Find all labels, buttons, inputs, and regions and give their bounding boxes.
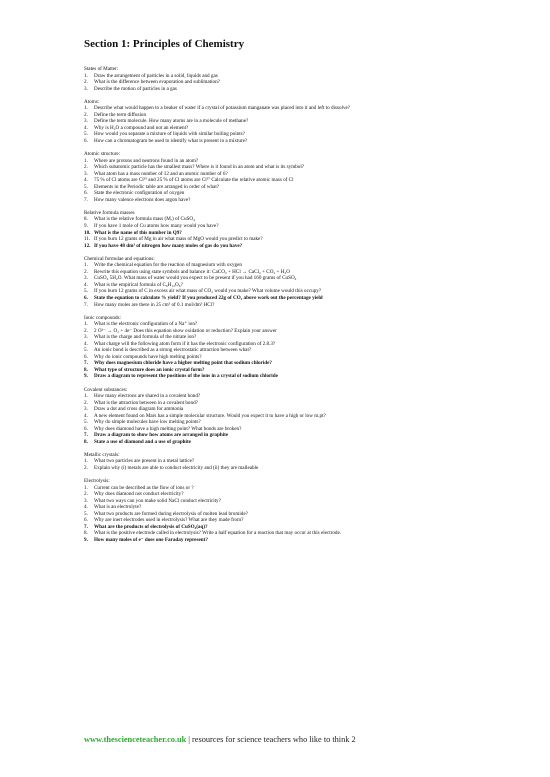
question-text: What is an electrolyte? xyxy=(94,504,142,511)
question-text: What is the attraction between in a covalent bond? xyxy=(94,399,198,406)
question-text: Draw a dot and cross diagram for ammonia xyxy=(94,406,184,413)
question-section xyxy=(84,151,484,203)
question-number: 1. xyxy=(84,157,88,164)
question-text: Explain why (i) metals are able to conduct electricity and (ii) they are malleable xyxy=(94,465,259,472)
question-number: 1. xyxy=(84,262,88,269)
question-number: 6. xyxy=(84,425,88,432)
question-text: What are the products of electrolysis of CuSO₄(aq)? xyxy=(94,523,208,530)
section-heading: States of Matter: xyxy=(84,66,119,72)
question-number: 8. xyxy=(84,216,88,223)
question-text: State the electronic configuration of oxygen xyxy=(94,190,185,197)
page-footer xyxy=(84,735,504,744)
question-number: 5. xyxy=(84,183,88,190)
question-item xyxy=(84,302,484,309)
question-text: How many electrons are shared in a covalent bond? xyxy=(94,393,201,400)
question-number: 2. xyxy=(84,327,88,334)
question-text: What two ways can you make solid NaCl conduct electricity? xyxy=(94,497,221,504)
question-number: 4. xyxy=(84,281,88,288)
footer-tagline: resources for science teachers who like to think xyxy=(192,735,350,744)
question-number: 8. xyxy=(84,530,88,537)
footer-website-link[interactable]: www.thescienceteacher.co.uk xyxy=(84,735,187,744)
question-number: 7. xyxy=(84,360,88,367)
question-section xyxy=(84,256,484,308)
question-text: How many valence electrons does argon have? xyxy=(94,196,191,203)
question-text: Define the term molecule. How many atoms are in a molecule of methane? xyxy=(94,118,249,125)
section-heading: Ionic compounds: xyxy=(84,314,121,321)
question-number: 9. xyxy=(84,373,88,380)
section-heading: Atomic structure: xyxy=(84,151,121,158)
question-text: If you have 1 mole of Cu atoms how many would you have? xyxy=(94,222,219,229)
question-text: Why does magnesium chloride have a higher melting point that sodium chloride? xyxy=(94,360,272,367)
question-text: If you burn 12 grams of C in excess air what mass of CO₂ would you make? What volume would this occupy? xyxy=(94,288,322,295)
question-text: What atom has a mass number of 12 and an atomic number of 6? xyxy=(94,170,228,177)
question-item xyxy=(84,243,484,250)
question-text: State the equation to calculate % yield? If you produced 22g of CO₂ above work out the percentage yield xyxy=(94,294,323,301)
question-number: 6. xyxy=(84,137,88,144)
question-number: 11. xyxy=(84,236,91,243)
question-text: CuSO₄ 5H₂O. What mass of water would you expect to be present if you had 160 grams of CuSO₄ xyxy=(94,275,297,282)
question-item xyxy=(84,138,484,145)
section-heading: Metallic crystals: xyxy=(84,451,120,458)
question-text: What is the empirical formula of C₆H₁₂O₆? xyxy=(94,281,183,288)
question-number: 2. xyxy=(84,79,88,86)
question-number: 1. xyxy=(84,484,88,491)
question-section xyxy=(84,387,484,446)
question-number: 8. xyxy=(84,438,88,445)
question-text: 75 % of Cl atoms are Cl³⁵ and 25 % of Cl atoms are Cl³⁷ Calculate the relative atomic mass of Cl xyxy=(94,177,294,184)
question-number: 6. xyxy=(84,190,88,197)
question-text: What charge will the following atom form if it has the electronic configuration of 2.8.3? xyxy=(94,340,276,347)
footer-separator: | xyxy=(186,735,193,744)
question-text: What is the charge and formula of the nitrate ion? xyxy=(94,334,197,341)
question-text: What is the electronic configuration of a Na⁺ ion? xyxy=(94,321,198,328)
question-text: What two particles are present in a metal lattice? xyxy=(94,458,195,465)
question-number: 4. xyxy=(84,177,88,184)
question-text: Why is H₂O a compound and not an element? xyxy=(94,124,189,131)
question-section xyxy=(84,66,484,92)
question-item xyxy=(84,373,484,380)
question-text: Describe the motion of particles in a gas xyxy=(94,85,177,92)
question-text: Why do simple molecules have low melting points? xyxy=(94,419,201,426)
question-number: 2. xyxy=(84,268,88,275)
question-text: How many moles of e⁻ does one Faraday represent? xyxy=(94,537,208,543)
question-text: A new element found on Mars has a simple molecular structure. Would you expect it to have a high or low m.pt? xyxy=(94,412,326,419)
question-text: Which subatomic particle has the smallest mass? Where is it found in an atom and what is its symbol? xyxy=(94,164,305,171)
question-item xyxy=(84,86,484,93)
question-text: How would you separate a mixture of liquids with similar boiling points? xyxy=(94,131,245,138)
question-number: 2. xyxy=(84,111,88,118)
question-text: Why do ionic compounds have high melting points? xyxy=(94,353,202,360)
question-number: 9. xyxy=(84,222,88,229)
question-item xyxy=(84,197,484,204)
question-number: 5. xyxy=(84,419,88,426)
question-text: What is the name of this number in Q9? xyxy=(94,229,182,236)
question-number: 1. xyxy=(84,72,88,79)
question-section xyxy=(84,478,484,543)
question-number: 2. xyxy=(84,399,88,406)
question-number: 5. xyxy=(84,347,88,354)
question-text: Current can be described as the flow of ions or ? xyxy=(94,484,194,491)
question-number: 7. xyxy=(84,523,88,530)
question-number: 6. xyxy=(84,353,88,360)
question-text: What type of structure does an ionic crystal form? xyxy=(94,366,205,373)
footer-page-number: 2 xyxy=(349,735,356,744)
question-number: 6. xyxy=(84,294,88,301)
question-number: 7. xyxy=(84,301,88,308)
question-number: 8. xyxy=(84,366,88,373)
question-text: State a use of diamond and a use of graphite xyxy=(94,438,191,445)
question-text: Draw a diagram to show how atoms are arranged in graphite xyxy=(94,432,229,439)
question-item xyxy=(84,439,484,446)
question-number: 4. xyxy=(84,412,88,419)
question-section xyxy=(84,210,484,249)
question-number: 3. xyxy=(84,406,88,413)
question-text: Why are inert electrodes used in electrolysis? What are they made from? xyxy=(94,517,244,524)
question-number: 3. xyxy=(84,275,88,282)
question-text: Where are protons and neutrons found in an atom? xyxy=(94,157,199,164)
question-number: 4. xyxy=(84,504,88,511)
question-section xyxy=(84,99,484,145)
question-number: 2. xyxy=(84,491,88,498)
section-heading: Chemical formulae and equations: xyxy=(84,255,155,262)
question-number: 3. xyxy=(84,85,88,92)
question-text: Draw the arrangement of particles in a solid, liquids and gas xyxy=(94,72,218,79)
section-heading: Relative formula masses xyxy=(84,209,135,216)
question-number: 4. xyxy=(84,340,88,347)
question-number: 1. xyxy=(84,458,88,465)
question-text: Describe what would happen to a beaker of water if a crystal of potassium manganate was placed into it and left to dissolve? xyxy=(94,105,351,112)
question-number: 2. xyxy=(84,164,88,171)
question-number: 5. xyxy=(84,131,88,138)
question-number: 1. xyxy=(84,321,88,328)
question-number: 12. xyxy=(84,242,91,249)
question-item xyxy=(84,537,484,544)
section-heading: Covalent substances: xyxy=(84,386,128,393)
question-text: What is the difference between evaporation and sublimation? xyxy=(94,79,220,86)
question-text: Elements in the Periodic table are arranged in order of what? xyxy=(94,183,220,190)
question-number: 3. xyxy=(84,334,88,341)
section-heading: Atoms: xyxy=(84,98,100,105)
question-text: If you burn 12 grams of Mg in air what mass of MgO would you predict to make? xyxy=(94,236,263,243)
question-text: If you have 48 dm³ of nitrogen how many moles of gas do you have? xyxy=(94,242,243,249)
question-text: Why does diamond have a high melting point? What bonds are broken? xyxy=(94,425,242,432)
question-number: 1. xyxy=(84,393,88,400)
question-text: Why does diamond not conduct electricity? xyxy=(94,491,184,498)
question-number: 7. xyxy=(84,432,88,439)
question-text: Rewrite this equation using state symbols and balance it: CaCO₃ + HCl → CaCl₂ + CO₂ + H₂O xyxy=(94,268,290,275)
question-text: What two products are formed during electrolysis of molten lead bromide? xyxy=(94,510,248,517)
question-number: 3. xyxy=(84,497,88,504)
section-heading: Electrolysis: xyxy=(84,478,110,485)
question-text: Draw a diagram to represent the positions of the ions in a crystal of sodium chloride xyxy=(94,373,278,380)
question-number: 2. xyxy=(84,465,88,472)
question-text: How many moles are there in 25 cm³ of 0.1 mol/dm³ HCl? xyxy=(94,301,215,308)
question-number: 4. xyxy=(84,124,88,131)
question-number: 1. xyxy=(84,105,88,112)
question-text: What is the relative formula mass (Mᵣ) of CuSO₄ xyxy=(94,216,195,223)
question-text: Write the chemical equation for the reaction of magnesium with oxygen xyxy=(94,262,242,269)
question-number: 5. xyxy=(84,510,88,517)
question-number: 3. xyxy=(84,170,88,177)
question-text: 2 O²⁻ → O₂ + 4e⁻ Does this equation show oxidation or reduction? Explain your answer xyxy=(94,327,277,334)
question-number: 9. xyxy=(84,537,88,543)
question-text: An ionic bond is described as a strong electrostatic attraction between what? xyxy=(94,347,252,354)
question-text: How can a chromatogram be used to identify what is present in a mixture? xyxy=(94,137,248,144)
question-number: 6. xyxy=(84,517,88,524)
question-section xyxy=(84,452,484,472)
question-section xyxy=(84,315,484,380)
question-text: What is the positive electrode called in electrolysis? Write a half equation for a reaction that may occur at this electrode. xyxy=(94,530,342,537)
page-title: Section 1: Principles of Chemistry xyxy=(84,38,245,50)
question-list xyxy=(84,66,484,550)
question-text: Define the term diffusion xyxy=(94,111,147,118)
question-number: 7. xyxy=(84,196,88,203)
question-number: 3. xyxy=(84,118,88,125)
question-item xyxy=(84,465,484,472)
question-number: 5. xyxy=(84,288,88,295)
question-number: 10. xyxy=(84,229,91,236)
